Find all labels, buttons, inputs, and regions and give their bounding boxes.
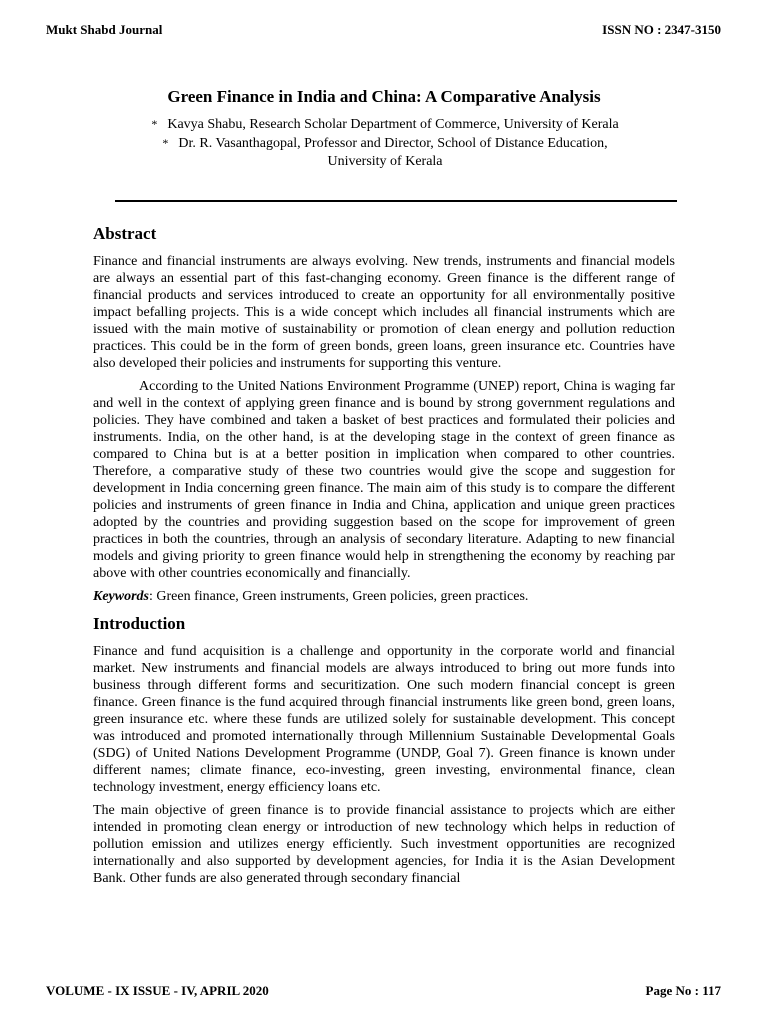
author-block <box>110 115 660 171</box>
abstract-paragraph: Finance and financial instruments are always evolving. New trends, instruments and financial models are always an essential part of this fast-changing economy. Green finance is the different range of financial products and services introduced to create an opportunity for all environmentally positive impact befalling projects. This is a wide concept which includes all financial instruments which are issued with the main motive of sustainability or promotion of clean energy and pollution reduction practices. This could be in the form of green bonds, green loans, green insurance etc. Countries have also developed their policies and instruments for supporting this venture. <box>93 254 675 371</box>
keywords-label: Keywords <box>93 589 149 604</box>
volume-issue: VOLUME - IX ISSUE - IV, APRIL 2020 <box>46 983 269 998</box>
page-header <box>46 22 721 38</box>
affiliation-line: University of Kerala <box>327 154 443 169</box>
page-number: Page No : 117 <box>645 983 721 998</box>
introduction-paragraph: Finance and fund acquisition is a challenge and opportunity in the corporate world and financial market. New instruments and financial models are always introduced to bring out more funds into business through different forms and securitization. One such modern financial concept is green finance. Green finance is the fund acquired through financial instruments like green bond, green loans, green insurance etc. where these funds are utilized solely for sustainable development. This concept was introduced and promoted internationally through Millennium Sustainable Developmental Goals (SDG) of United Nations Development Programme (UNDP, Goal 7). Green finance is known under different names; climate finance, eco-investing, green investing, environmental finance, clean technology investment, energy efficiency loans etc. <box>93 644 675 795</box>
issn-number: ISSN NO : 2347-3150 <box>602 22 721 37</box>
keywords-line <box>93 588 675 605</box>
title-divider <box>115 200 677 202</box>
abstract-heading: Abstract <box>93 224 157 243</box>
author-line <box>110 134 660 153</box>
paper-title: Green Finance in India and China: A Comparative Analysis <box>167 87 601 106</box>
abstract-paragraph: According to the United Nations Environment Programme (UNEP) report, China is waging far and well in the context of applying green finance and is bound by strong government regulations and policies. They have combined and taken a basket of best practices and formulated their policies and instruments. India, on the other hand, is at the developing stage in the context of green finance as compared to China but is at a better position in implication when compared to other countries. Therefore, a comparative study of these two countries would give the scope and suggestion for development in India concerning green finance. The main aim of this study is to compare the different policies and instruments of green finance in India and China, application and unique green practices adopted by the countries and providing suggestion based on the scope for improvement of green practices in both the countries, through an analysis of secondary literature. Adapting to new financial models and giving priority to green finance would help in strengthening the economy by reaching par above with other countries economically and financially. <box>93 379 675 581</box>
introduction-paragraph: The main objective of green finance is to provide financial assistance to projects which are either intended in promoting clean energy or introduction of new technology which helps in reduction of pollution emission and utilizes energy efficiently. Such investment opportunities are recognized internationally and also supported by development agencies, for India it is the Asian Development Bank. Other funds are also generated through secondary financial <box>93 803 675 886</box>
journal-name: Mukt Shabd Journal <box>46 22 163 37</box>
author-marker: * <box>151 117 158 131</box>
page-footer <box>46 983 721 999</box>
author-line <box>110 115 660 134</box>
author-text: Dr. R. Vasanthagopal, Professor and Director, School of Distance Education, <box>178 136 608 151</box>
keywords-text: : Green finance, Green instruments, Green policies, green practices. <box>149 589 529 604</box>
introduction-heading: Introduction <box>93 614 186 633</box>
author-text: Kavya Shabu, Research Scholar Department of Commerce, University of Kerala <box>167 117 619 132</box>
paper-body <box>93 224 675 893</box>
author-marker: * <box>162 136 169 150</box>
